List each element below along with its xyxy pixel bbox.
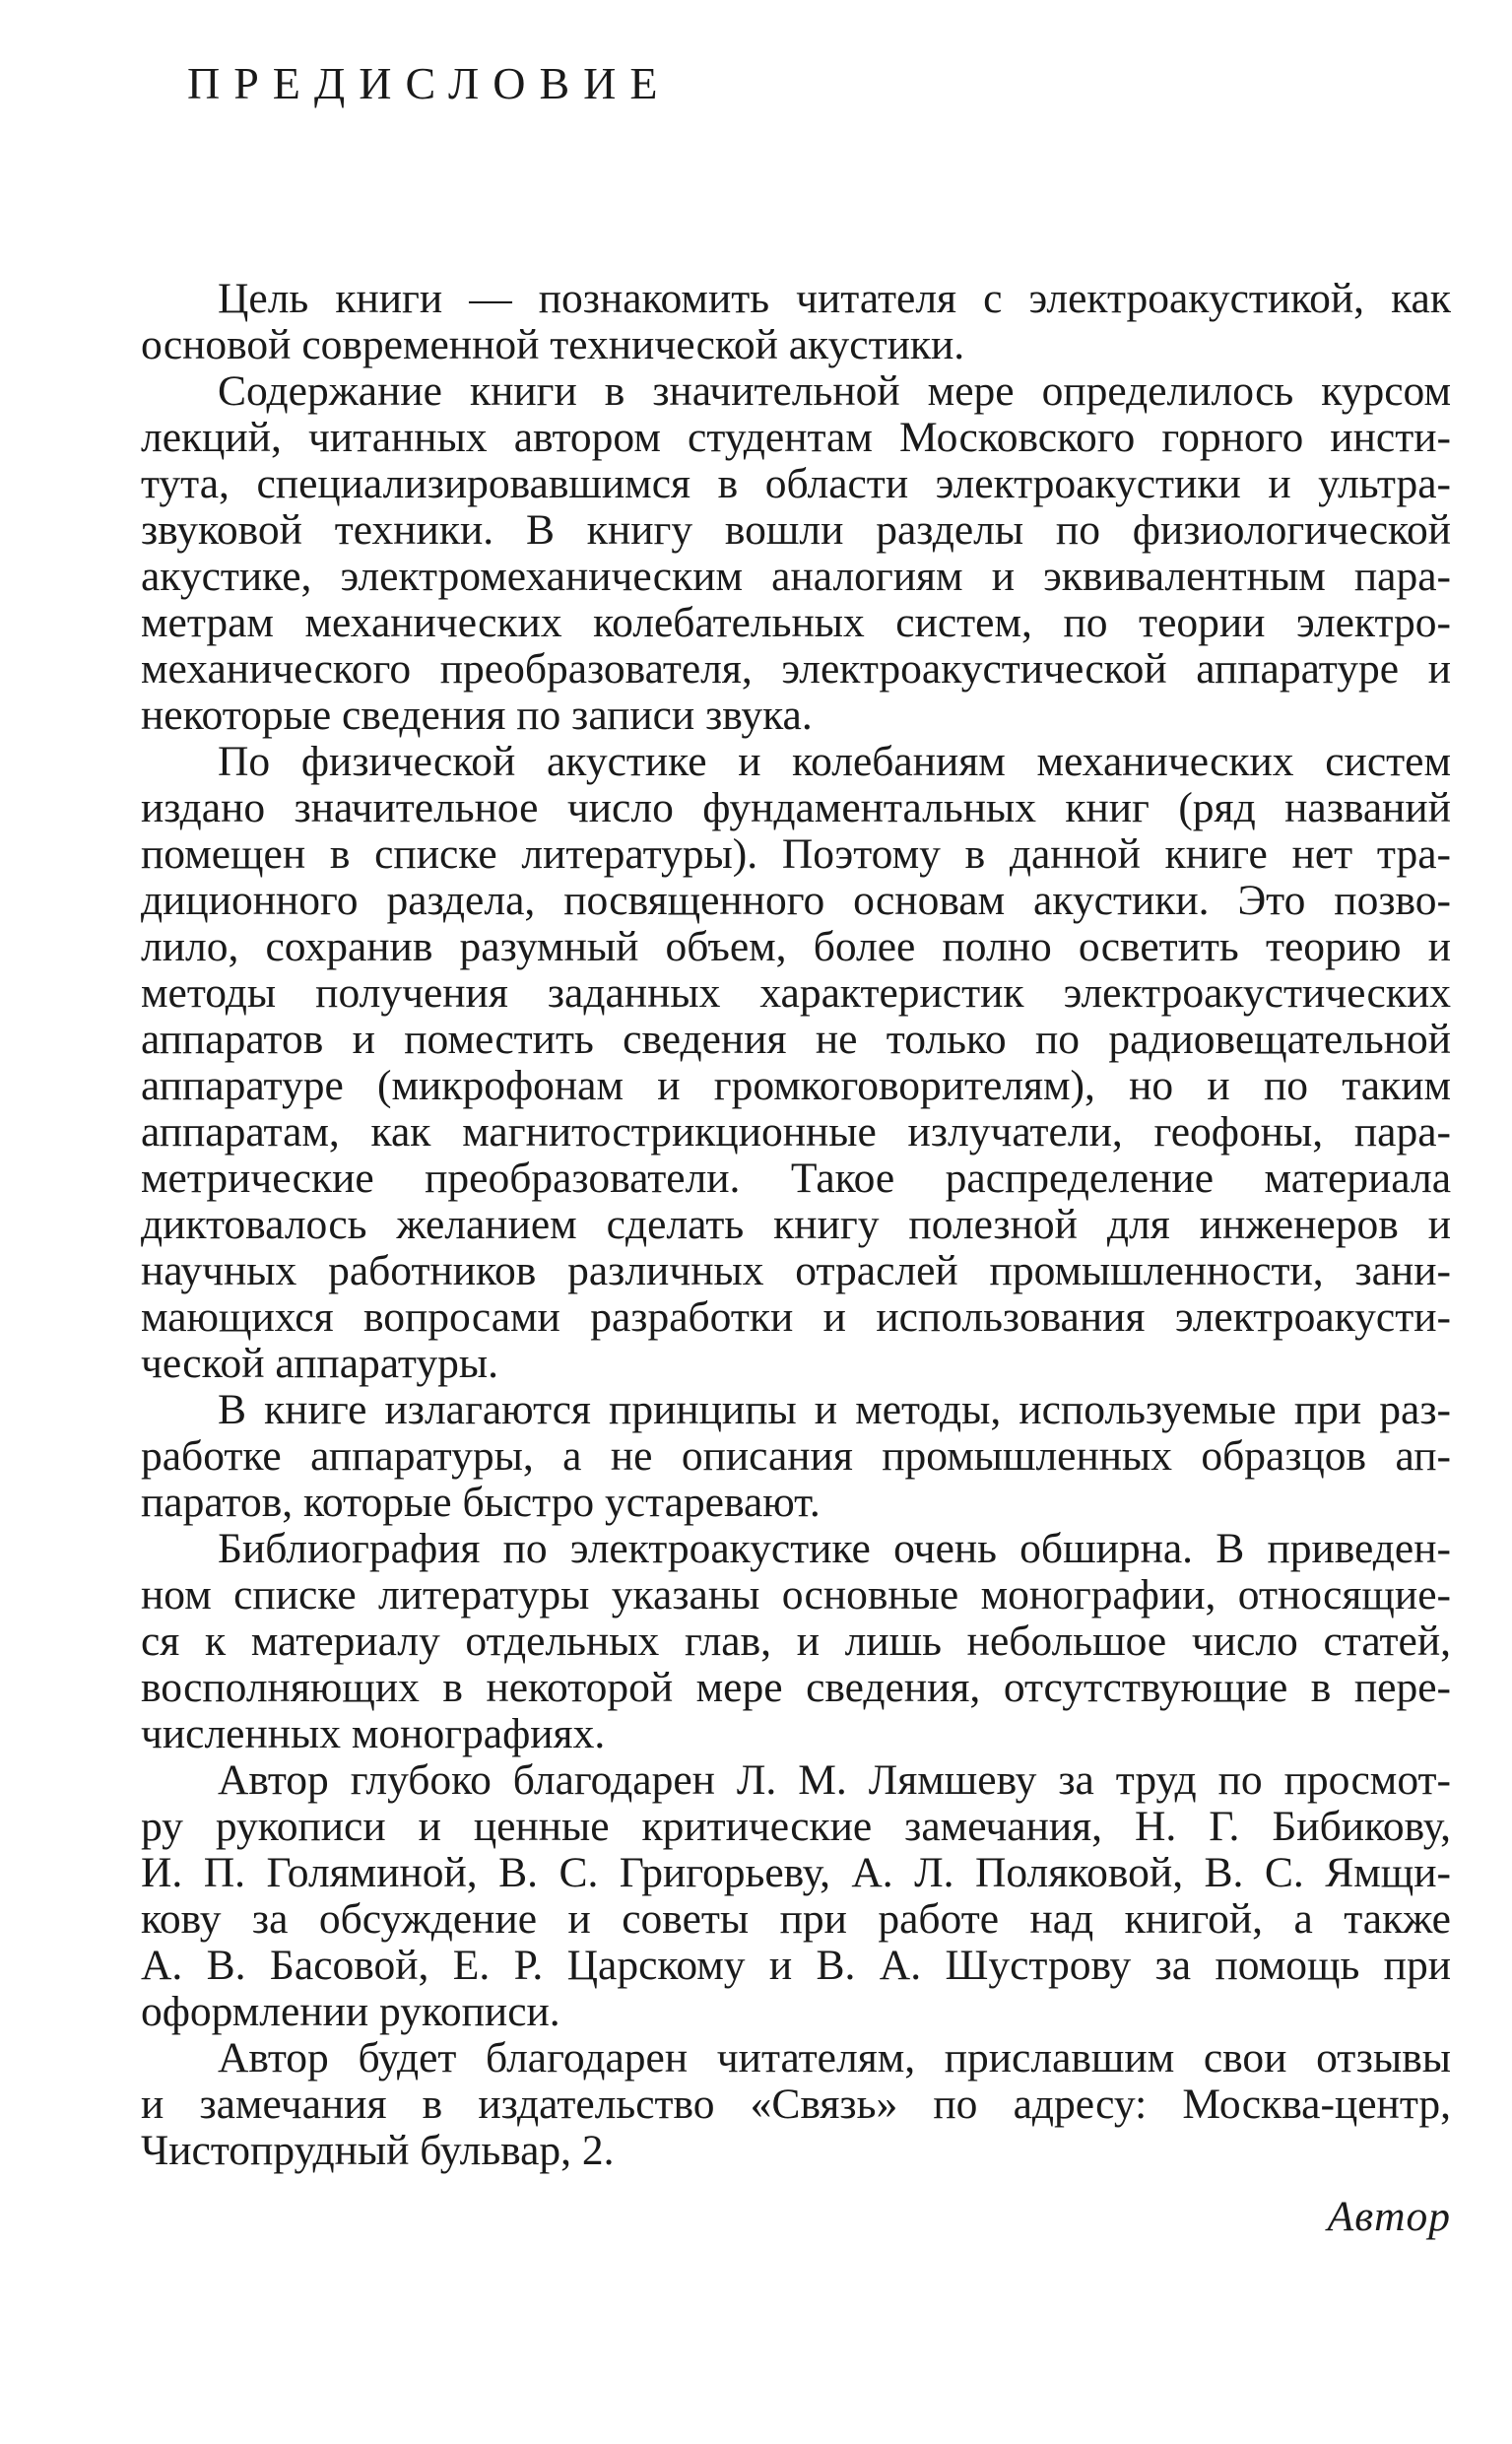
text-line: основой современной технической акустики. <box>141 321 965 368</box>
text-line: механического преобразователя, электроакустической аппаратуре и <box>141 646 1451 693</box>
text-line: метрам механических колебательных систем, по теории электро- <box>141 600 1451 646</box>
paragraph <box>141 368 1451 739</box>
text-line: тута, специализировавшимся в области электроакустики и ультра- <box>141 461 1451 507</box>
text-line: оформлении рукописи. <box>141 1988 560 2035</box>
text-line: мающихся вопросами разработки и использования электроакусти- <box>141 1294 1451 1341</box>
paragraph <box>141 739 1451 1387</box>
text-line: аппаратуре (микрофонам и громкоговорителям), но и по таким <box>141 1063 1451 1109</box>
preface-body <box>141 276 1451 2174</box>
text-line: Автор будет благодарен читателям, приславшим свои отзывы <box>218 2035 1451 2081</box>
text-line: лекций, читанных автором студентам Московского горного инсти- <box>141 415 1451 461</box>
text-line: некоторые сведения по записи звука. <box>141 692 813 739</box>
paragraph <box>141 276 1451 368</box>
text-line: ру рукописи и ценные критические замечания, Н. Г. Бибикову, <box>141 1804 1451 1850</box>
text-line: помещен в списке литературы). Поэтому в данной книге нет тра- <box>141 831 1451 878</box>
text-line: акустике, электромеханическим аналогиям и эквивалентным пара- <box>141 554 1451 600</box>
text-line: ном списке литературы указаны основные монографии, относящие- <box>141 1572 1451 1618</box>
text-line: В книге излагаются принципы и методы, используемые при раз- <box>218 1387 1451 1433</box>
text-line: аппаратам, как магнитострикционные излучатели, геофоны, пара- <box>141 1109 1451 1156</box>
text-line: ческой аппаратуры. <box>141 1340 498 1387</box>
text-line: научных работников различных отраслей промышленности, зани- <box>141 1248 1451 1294</box>
text-line: По физической акустике и колебаниям механических систем <box>218 739 1451 785</box>
text-line: Библиография по электроакустике очень обширна. В приведен- <box>218 1526 1451 1572</box>
text-line: аппаратов и поместить сведения не только по радиовещательной <box>141 1017 1451 1063</box>
text-line: Содержание книги в значительной мере определилось курсом <box>218 368 1451 415</box>
text-line: кову за обсуждение и советы при работе над книгой, а также <box>141 1896 1451 1943</box>
text-line: работке аппаратуры, а не описания промышленных образцов ап- <box>141 1433 1451 1480</box>
text-line: методы получения заданных характеристик электроакустических <box>141 970 1451 1017</box>
text-line: диктовалось желанием сделать книгу полезной для инженеров и <box>141 1202 1451 1248</box>
text-line: звуковой техники. В книгу вошли разделы по физиологической <box>141 507 1451 554</box>
text-line: И. П. Голяминой, В. С. Григорьеву, А. Л. Поляковой, В. С. Ямщи- <box>141 1850 1451 1896</box>
text-line: численных монографиях. <box>141 1710 606 1757</box>
text-line: метрические преобразователи. Такое распределение материала <box>141 1156 1451 1202</box>
author-signature: Автор <box>1327 2193 1451 2240</box>
text-line: и замечания в издательство «Связь» по адресу: Москва-центр, <box>141 2081 1451 2128</box>
text-line: Цель книги — познакомить читателя с электроакустикой, как <box>218 276 1451 322</box>
text-line: ся к материалу отдельных глав, и лишь небольшое число статей, <box>141 1618 1451 1665</box>
paragraph <box>141 1387 1451 1526</box>
text-line: восполняющих в некоторой мере сведения, отсутствующие в пере- <box>141 1665 1451 1711</box>
paragraph <box>141 2035 1451 2174</box>
paragraph <box>141 1526 1451 1757</box>
page-title: ПРЕДИСЛОВИЕ <box>187 58 672 108</box>
text-line: Автор глубоко благодарен Л. М. Лямшеву за труд по просмот- <box>218 1757 1451 1804</box>
paragraph <box>141 1757 1451 2035</box>
text-line: Чистопрудный бульвар, 2. <box>141 2127 615 2174</box>
text-line: лило, сохранив разумный объем, более полно осветить теорию и <box>141 924 1451 970</box>
text-line: издано значительное число фундаментальных книг (ряд названий <box>141 785 1451 831</box>
text-line: А. В. Басовой, Е. Р. Царскому и В. А. Шустрову за помощь при <box>141 1943 1451 1989</box>
text-line: диционного раздела, посвященного основам акустики. Это позво- <box>141 878 1451 924</box>
text-line: паратов, которые быстро устаревают. <box>141 1479 821 1526</box>
